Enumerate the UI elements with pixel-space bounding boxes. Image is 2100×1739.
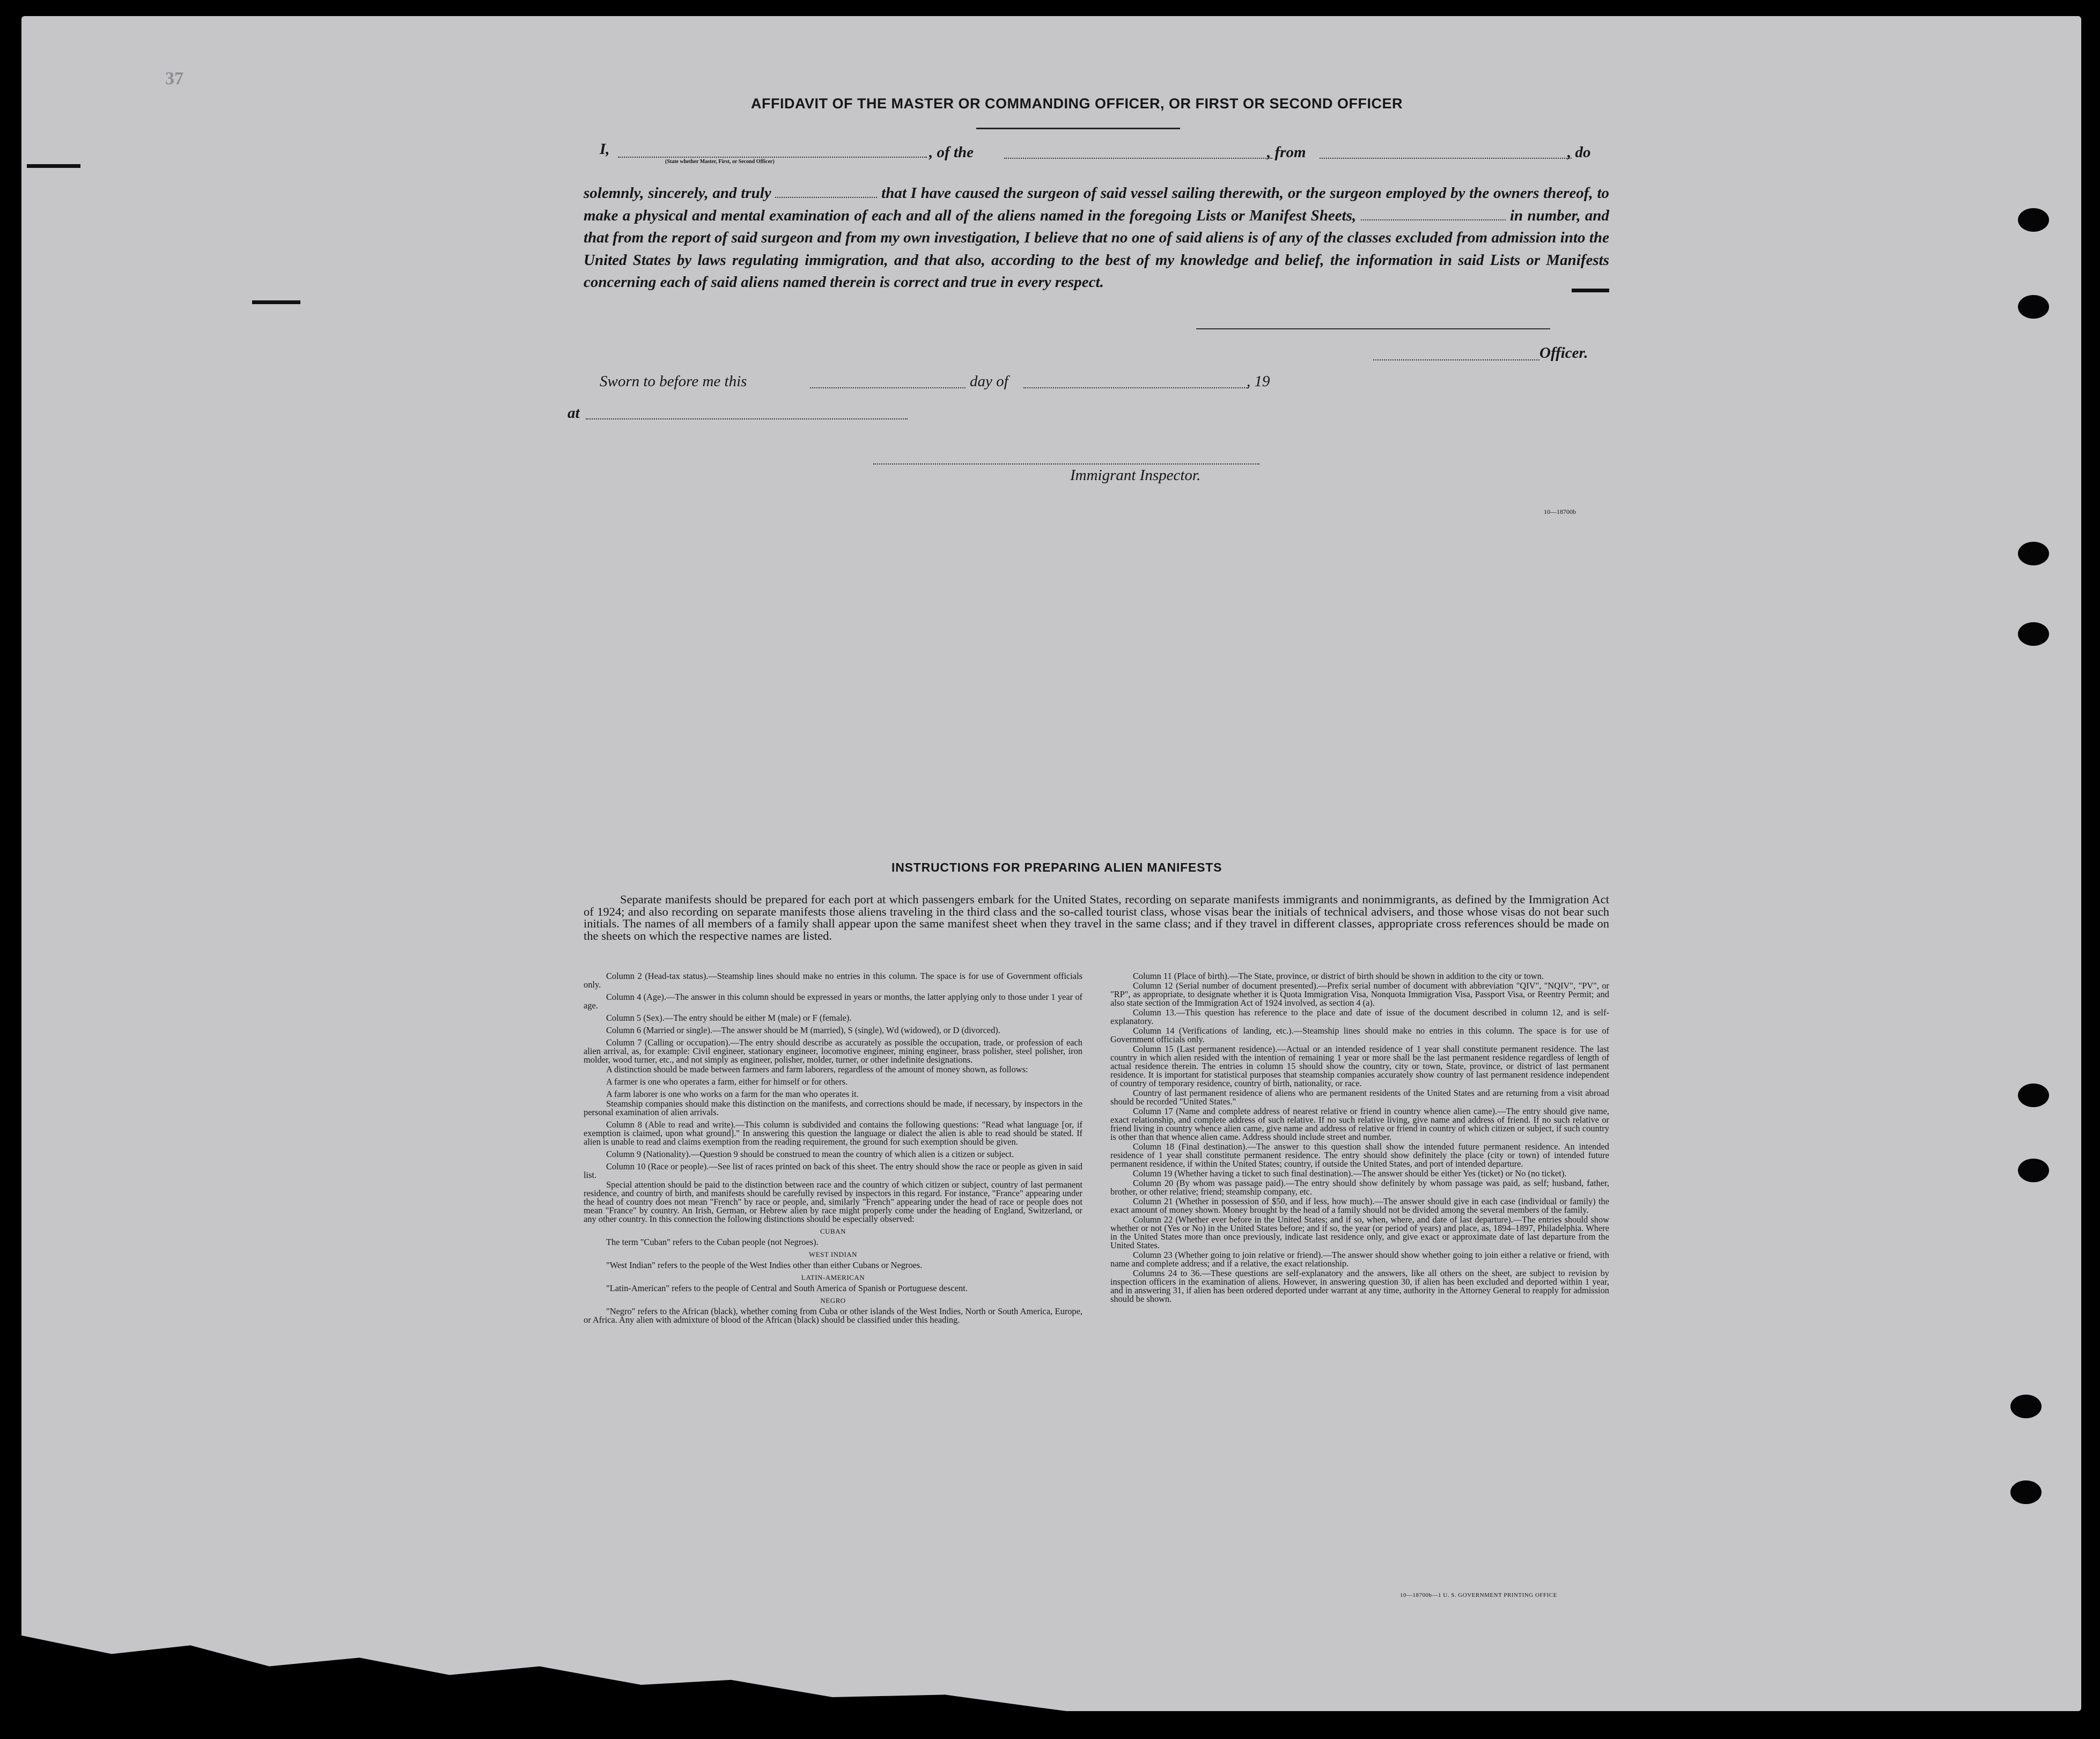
day-blank xyxy=(810,387,966,388)
printing-office-code: 10—18700b—1 U. S. GOVERNMENT PRINTING OFFICE xyxy=(1400,1592,1557,1598)
col15-instruction: Column 15 (Last permanent residence).—Actual or an intended residence of 1 year shall constitute permanent residence. The last country in which alien resided with the intention of remaining 1 year or more shall be the last permanent residence regardless of length of actual residence therein. The entries in column 15 should show the country, city or town, State, province, or district of last permanent residence. It is important for statistical purposes that steamship companies accurately show country of last permanent residence independent of country of temporary residence, country of birth, nationality, or race. xyxy=(1110,1044,1609,1088)
punch-hole xyxy=(2018,208,2049,232)
manifest-sheet xyxy=(21,16,2081,1711)
year-label: , 19 xyxy=(1247,373,1270,390)
do-label: , do xyxy=(1567,144,1591,161)
officer-blank xyxy=(1373,359,1539,360)
col7-distinction: A distinction should be made between farmers and farm laborers, regardless of the amount of money shown, as follows: xyxy=(606,1064,1028,1074)
inspector-signature-line xyxy=(873,463,1259,465)
month-blank xyxy=(1023,387,1249,388)
col17-instruction: Column 17 (Name and complete address of nearest relative or friend in country whence alien came).—The entry should give name, exact relationship, and complete address of such relative. If no such relative living, give name and address of friend. If no such relative or friend living in country whence alien came, give name and address of relative or friend in country of which citizen or subject, if such country is other than that whence alien came. Address should include street and number. xyxy=(1110,1106,1609,1142)
day-of-label: day of xyxy=(970,373,1008,390)
west-indian-definition: "West Indian" refers to the people of the West Indies other than either Cubans or Negroes. xyxy=(606,1260,923,1270)
affidavit-body xyxy=(584,182,1609,294)
instructions-title: INSTRUCTIONS FOR PREPARING ALIEN MANIFESTS xyxy=(891,860,1222,874)
from-label: , from xyxy=(1267,144,1306,161)
punch-hole xyxy=(2018,542,2049,565)
margin-mark xyxy=(252,300,300,304)
port-blank xyxy=(1320,158,1572,159)
special-attention: Special attention should be paid to the distinction between race and the country of which citizen or subject, country of last permanent residence, and country of birth, and manifests should be carefully revised by inspectors in this regard. For instance, "France" appearing under the head of country does not mean "French" by race or people, and, similarly "French" appearing under the head of race or people does not mean "France" by country. An Irish, German, or Hebrew alien by race might properly come under the heading of England, Switzerland, or any other country. In this connection the following distinctions should be especially observed: xyxy=(584,1180,1082,1224)
punch-hole xyxy=(2018,295,2049,319)
col7-farm-laborer: A farm laborer is one who works on a farm for the man who operates it. xyxy=(606,1089,859,1099)
col22-instruction: Column 22 (Whether ever before in the United States; and if so, when, where, and date of last departure).—The entries should show whether or not (Yes or No) in the United States before; and if so, the year (or period of years) and place, as, 1894–1897, Philadelphia. Where in the United States more than once previously, indicate last residence only, and give exact or approximate date of last departure from the United States. xyxy=(1110,1214,1609,1250)
col18-instruction: Column 18 (Final destination).—The answer to this question shall show the intended future permanent residence. An intended residence of 1 year shall constitute permanent residence. The entry should show definitely the place (city or town) of intended future permanent residence, if within the United States; country, if outside the United States, and port of intended departure. xyxy=(1110,1141,1609,1169)
col10-instruction: Column 10 (Race or people).—See list of races printed on back of this sheet. The entry should show the race or people as given in said list. xyxy=(584,1161,1082,1180)
page-number-mark: 37 xyxy=(165,69,183,89)
col19-instruction: Column 19 (Whether having a ticket to such final destination).—The answer should be either Yes (ticket) or No (no ticket). xyxy=(1133,1168,1567,1178)
officer-signature-line xyxy=(1196,328,1550,329)
latin-american-definition: "Latin-American" refers to the people of Central and South America of Spanish or Portuguese descent. xyxy=(606,1283,968,1293)
negro-definition: "Negro" refers to the African (black), whether coming from Cuba or other islands of the West Indies, North or South America, Europe, or Africa. Any alien with admixture of blood of the African (black) should be classified under this heading. xyxy=(584,1306,1082,1325)
punch-hole xyxy=(2010,1395,2042,1418)
of-the-label: , of the xyxy=(929,144,974,161)
affidavit-body-part2: that I have caused the surgeon of said vessel sailing therewith, or the surgeon employed by the owners thereof, to make a physical and mental examination of each and all of the aliens named in the foregoing Lists or Manifest Sheets, xyxy=(584,185,1609,224)
heading-negro: NEGRO xyxy=(820,1296,846,1305)
margin-mark xyxy=(1572,289,1609,292)
heading-west-indian: WEST INDIAN xyxy=(808,1250,858,1258)
at-label: at xyxy=(568,404,580,422)
col7-farmer: A farmer is one who operates a farm, either for himself or for others. xyxy=(606,1077,848,1087)
affirm-words: solemnly, sincerely, and truly xyxy=(584,185,771,202)
col24-36-instruction: Columns 24 to 36.—These questions are self-explanatory and the answers, like all others on the sheet, are subject to revision by inspection officers in the examination of aliens. However, in answering question 30, if alien has been excluded and deported within 1 year, and in answering 31, if alien has been ordered deported under warrant at any time, authority in the Attorney General to reapply for admission should be shown. xyxy=(1110,1268,1609,1304)
heading-latin-american: LATIN-AMERICAN xyxy=(801,1273,865,1281)
col13-instruction: Column 13.—This question has reference to the place and date of issue of the document described in column 12, and is self-explanatory. xyxy=(1110,1007,1609,1026)
place-blank xyxy=(586,418,908,419)
punch-hole xyxy=(2018,1084,2049,1107)
col12-instruction: Column 12 (Serial number of document presented).—Prefix serial number of document with abbreviation "QIV", "NQIV", "PV", or "RP", as appropriate, to designate whether it is Quota Immigration Visa, Nonquota Immigration Visa, Passport Visa, or Reentry Permit; and also state section of the Immigration Act of 1924 involved, as section 4 (a). xyxy=(1110,981,1609,1008)
sworn-label: Sworn to before me this xyxy=(600,373,747,390)
col2-instruction: Column 2 (Head-tax status).—Steamship lines should make no entries in this column. The space is for use of Government officials only. xyxy=(584,971,1082,990)
officer-rank-blank xyxy=(618,157,927,158)
col23-instruction: Column 23 (Whether going to join relative or friend).—The answer should show whether going to join either a relative or friend, with name and complete address; and if a relative, the exact relationship. xyxy=(1110,1250,1609,1269)
margin-mark xyxy=(27,164,80,168)
col11-instruction: Column 11 (Place of birth).—The State, province, or district of birth should be shown in addition to the city or town. xyxy=(1133,971,1544,981)
cuban-definition: The term "Cuban" refers to the Cuban people (not Negroes). xyxy=(606,1237,819,1247)
col7-instruction: Column 7 (Calling or occupation).—The entry should describe as accurately as possible the occupation, trade, or profession of each alien arrival, as, for example: Civil engineer, stationary engineer, locomotive engineer, mining engineer, brass polisher, steel polisher, iron molder, wood turner, etc., and not simply as engineer, polisher, molder, turner, or other indefinite designations. xyxy=(584,1037,1082,1065)
inspector-label: Immigrant Inspector. xyxy=(1070,467,1201,484)
col14-instruction: Column 14 (Verifications of landing, etc.).—Steamship lines should make no entries in this column. The space is for use of Government officials only. xyxy=(1110,1026,1609,1044)
affidavit-body-part3: in number, and that from the report of said surgeon and from my own investigation, I believe that no one of said aliens is of any of the classes excluded from admission into the United States by laws regulating immigration, and that also, according to the best of my knowledge and belief, the information in said Lists or Manifests concerning each of said aliens named therein is correct and true in every respect. xyxy=(584,207,1610,291)
instructions-left-column xyxy=(584,972,1082,1328)
affidavit-title: AFFIDAVIT OF THE MASTER OR COMMANDING OFFICER, OR FIRST OR SECOND OFFICER xyxy=(751,95,1403,112)
punch-hole xyxy=(2018,1159,2049,1182)
col15-returning: Country of last permanent residence of aliens who are permanent residents of the United States and are returning from a visit abroad should be recorded "United States." xyxy=(1110,1088,1609,1107)
sheet-count-blank xyxy=(1361,219,1506,220)
col21-instruction: Column 21 (Whether in possession of $50, and if less, how much).—The answer should give in each case (individual or family) the exact amount of money shown. Money brought by the head of a family should not be divided among the several members of the family. xyxy=(1110,1196,1609,1215)
col20-instruction: Column 20 (By whom was passage paid).—The entry should show definitely by whom passage was paid, as self; husband, father, brother, or other relative; friend; steamship company, etc. xyxy=(1110,1178,1609,1197)
col5-instruction: Column 5 (Sex).—The entry should be either M (male) or F (female). xyxy=(606,1013,852,1023)
affirm-blank xyxy=(775,197,877,198)
col8-instruction: Column 8 (Able to read and write).—This column is subdivided and contains the following questions: "Read what language [or, if exemption is claimed, upon what ground]." In answering this question the language or dialect the alien is able to read should be stated. If alien is unable to read and claims exemption from the reading requirement, the ground for such exemption should be given. xyxy=(584,1119,1082,1147)
punch-hole xyxy=(2010,1480,2042,1504)
col7-steamship: Steamship companies should make this distinction on the manifests, and corrections should be made, if necessary, by inspectors in the personal examination of alien arrivals. xyxy=(584,1099,1082,1117)
col6-instruction: Column 6 (Married or single).—The answer should be M (married), S (single), Wd (widowed), or D (divorced). xyxy=(606,1025,1000,1035)
affidavit-i-label: I, xyxy=(600,141,610,158)
instructions-right-column xyxy=(1110,972,1609,1305)
vessel-blank xyxy=(1004,158,1272,159)
officer-label: Officer. xyxy=(1539,344,1588,362)
officer-rank-note: (State whether Master, First, or Second Officer) xyxy=(665,159,775,165)
title-underline xyxy=(976,128,1180,129)
col9-instruction: Column 9 (Nationality).—Question 9 should be construed to mean the country of which alien is a citizen or subject. xyxy=(606,1149,1014,1159)
col4-instruction: Column 4 (Age).—The answer in this column should be expressed in years or months, the latter applying only to those under 1 year of age. xyxy=(584,992,1082,1011)
form-code: 10—18700b xyxy=(1544,508,1576,515)
heading-cuban: CUBAN xyxy=(820,1227,846,1235)
punch-hole xyxy=(2018,622,2049,646)
instructions-intro: Separate manifests should be prepared for each port at which passengers embark for the United States, recording on separate manifests immigrants and nonimmigrants, as defined by the Immigration Act of 1924; and also recording on separate manifests those aliens traveling in the third class and the so-called tourist class, whose visas bear the initials of technical advisers, and those whose visas do not bear such initials. The names of all members of a family shall appear upon the same manifest sheet when they travel in the same class; and if they travel in different classes, appropriate cross references should be made on the sheets on which the respective names are listed. xyxy=(584,893,1609,942)
